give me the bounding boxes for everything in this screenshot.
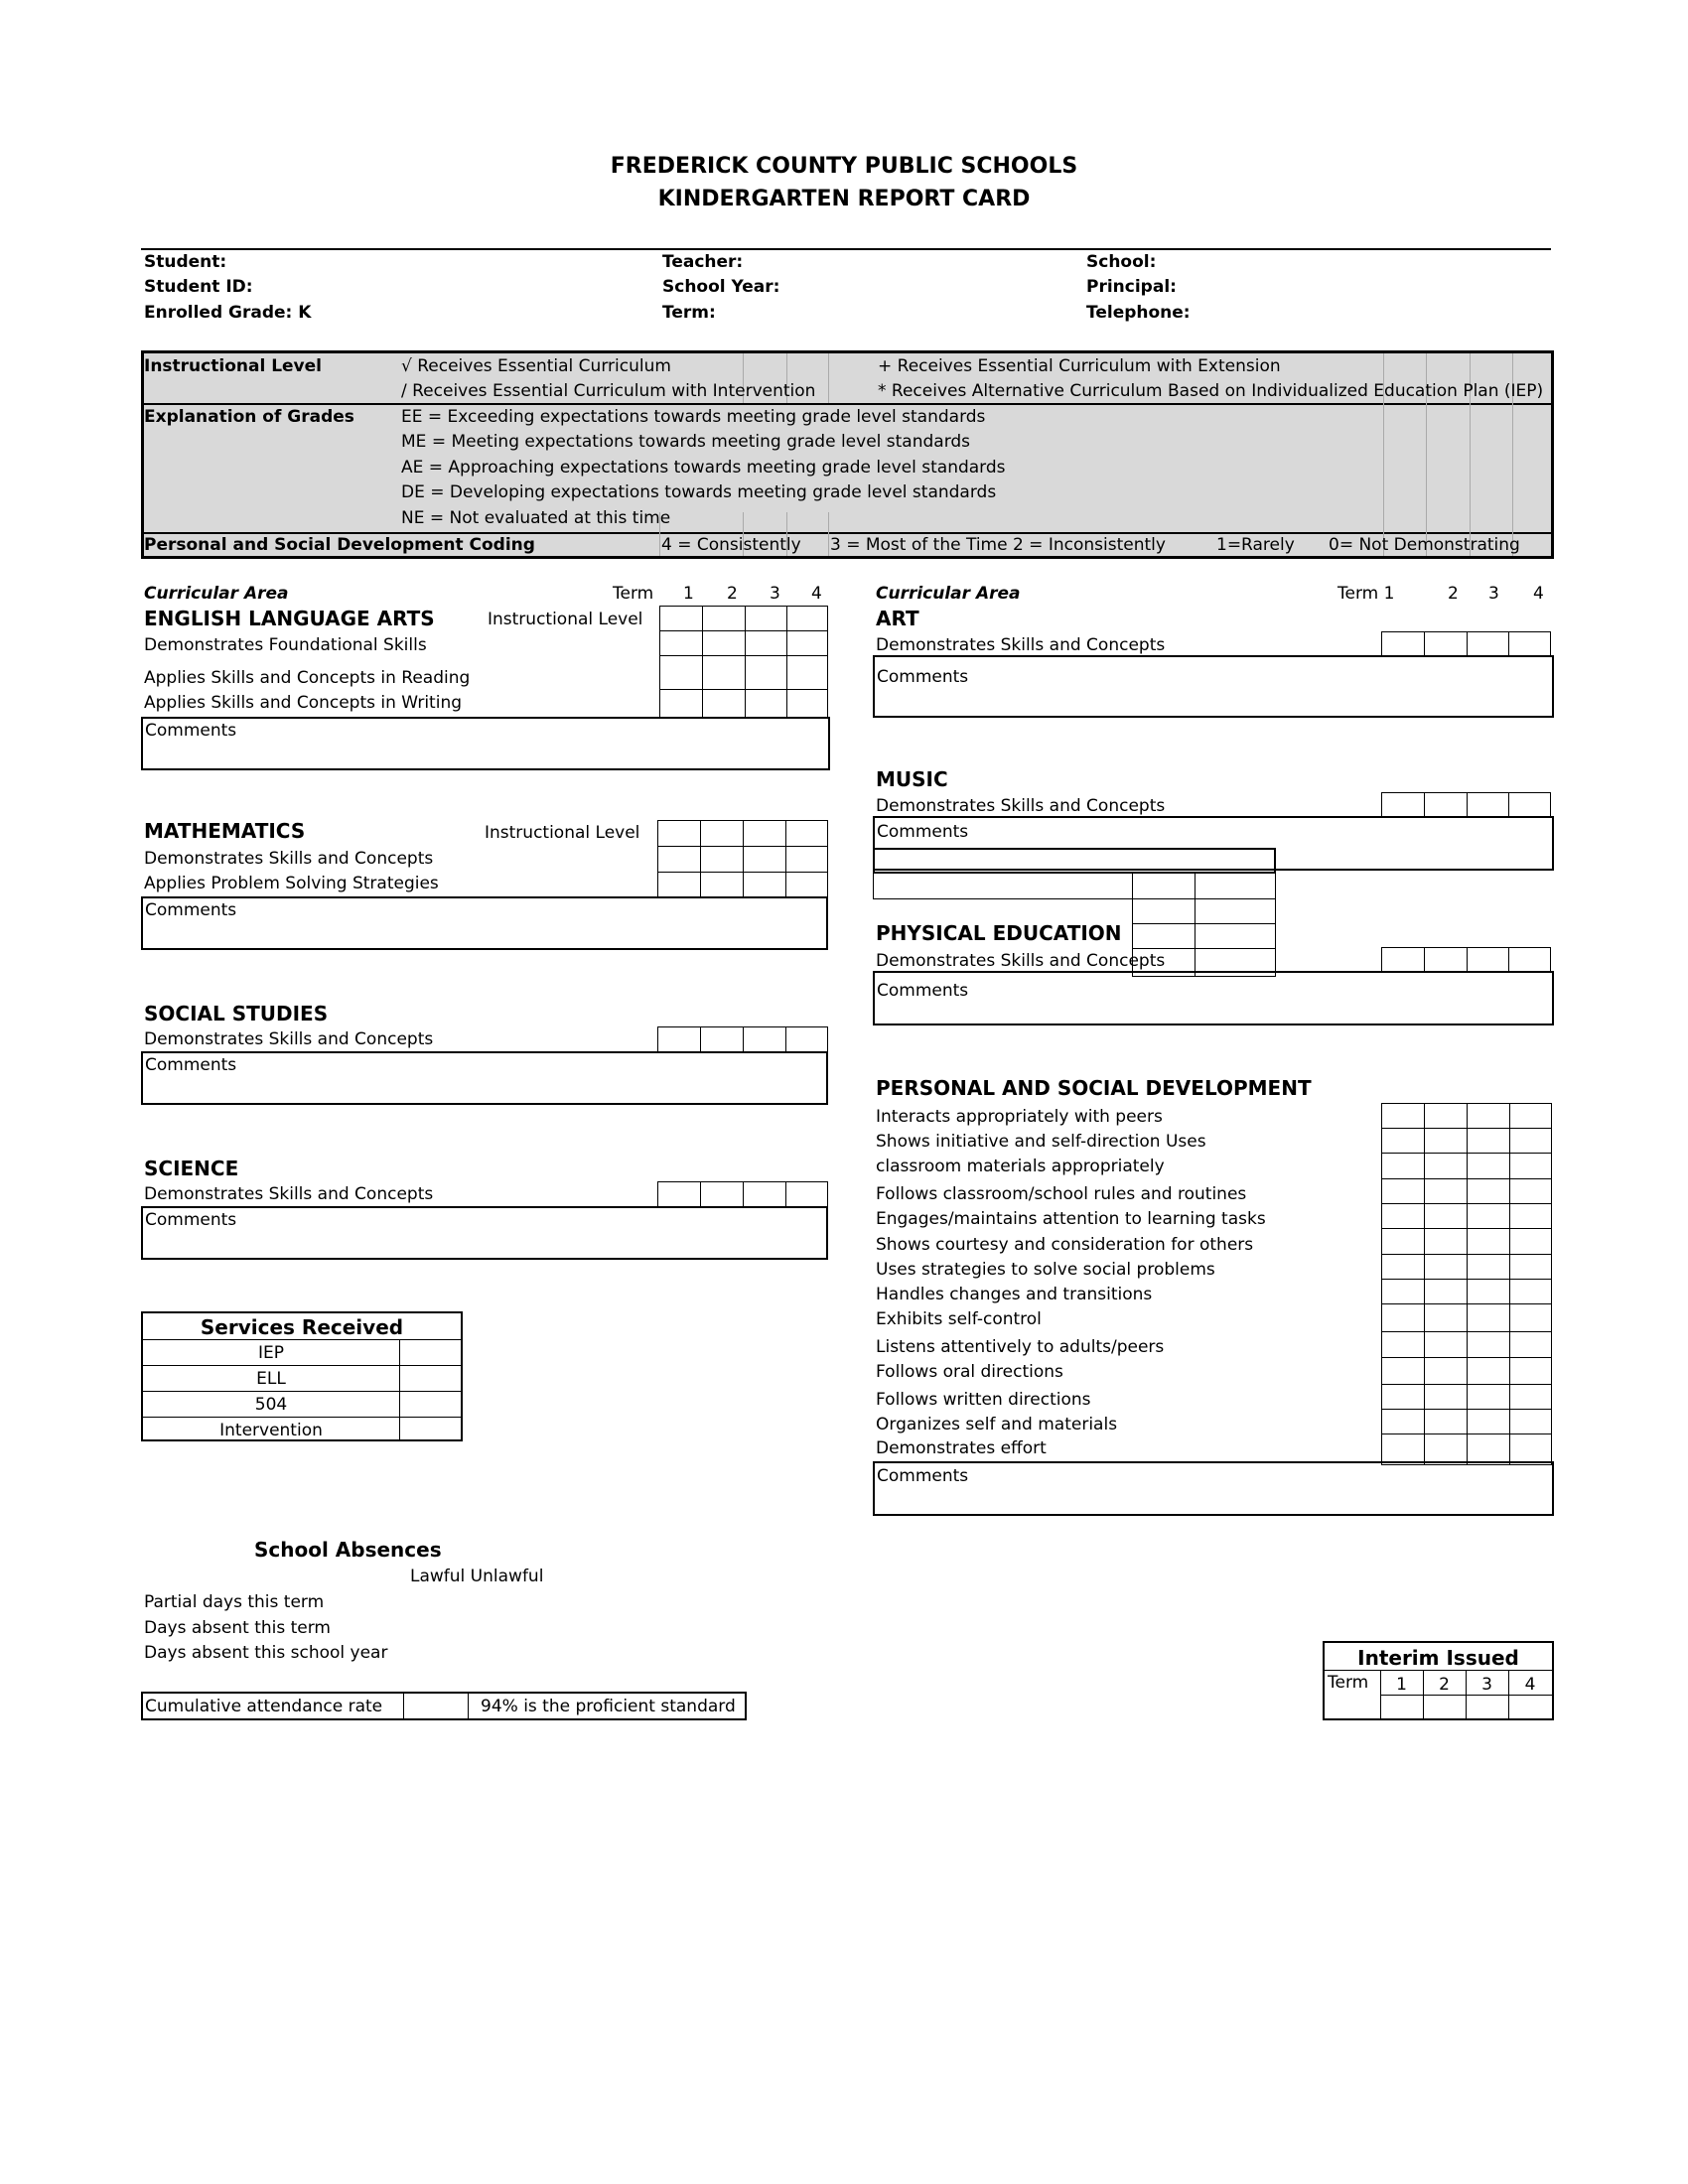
art-grade-cell[interactable] [1381, 631, 1425, 657]
art-grade-cell[interactable] [1424, 631, 1468, 657]
math-grade-cell[interactable] [657, 872, 701, 898]
interim-cell[interactable] [1509, 1696, 1552, 1718]
math-item-1: Demonstrates Skills and Concepts [144, 849, 434, 869]
code-0: 0= Not Demonstrating [1329, 535, 1520, 555]
math-grade-cell[interactable] [785, 872, 828, 898]
psd-row-divider [1381, 1409, 1552, 1410]
psd-grade-grid [1381, 1103, 1552, 1465]
math-grade-cell[interactable] [700, 846, 744, 873]
ela-il-cell[interactable] [786, 606, 828, 631]
ela-item-3: Applies Skills and Concepts in Writing [144, 693, 463, 713]
psd-comments-box[interactable] [873, 1461, 1554, 1516]
pe-grade-grid [1381, 947, 1551, 973]
ela-comments-label: Comments [145, 721, 237, 741]
ela-grade-cell[interactable] [659, 689, 703, 718]
science-comments-box[interactable] [141, 1206, 828, 1260]
overlay-cell [873, 873, 1133, 899]
math-comments-label: Comments [145, 900, 237, 920]
psd-item-6: Shows courtesy and consideration for others [876, 1235, 1254, 1255]
music-grade-cell[interactable] [1467, 792, 1509, 818]
info-divider [141, 248, 1551, 250]
code-4: 4 = Consistently [661, 535, 801, 555]
ela-grade-cell[interactable] [786, 689, 828, 718]
music-grade-cell[interactable] [1508, 792, 1551, 818]
psd-item-12: Follows written directions [876, 1390, 1091, 1410]
interim-title: Interim Issued [1357, 1646, 1519, 1670]
art-grade-grid [1381, 631, 1551, 657]
teacher-label: Teacher: [662, 252, 744, 272]
ela-item-1: Demonstrates Foundational Skills [144, 635, 427, 655]
attendance-rate-cell[interactable] [403, 1694, 469, 1718]
pe-comments-label: Comments [877, 981, 969, 1001]
term-4-header: 4 [811, 584, 822, 604]
social-studies-grade-cell[interactable] [785, 1026, 828, 1053]
code-3-2: 3 = Most of the Time 2 = Inconsistently [830, 535, 1166, 555]
absences-days-year: Days absent this school year [144, 1643, 388, 1663]
legend-divider-2 [142, 532, 1553, 534]
ela-il-cell[interactable] [702, 606, 746, 631]
psd-row-divider [1381, 1153, 1552, 1154]
proficient-standard-note: 94% is the proficient standard [481, 1697, 736, 1716]
art-comments-label: Comments [877, 667, 969, 687]
ela-grade-cell[interactable] [745, 655, 787, 690]
service-ell: ELL [256, 1369, 286, 1389]
science-comments-label: Comments [145, 1210, 237, 1230]
absences-partial-days: Partial days this term [144, 1592, 325, 1612]
service-iep: IEP [257, 1343, 284, 1363]
grade-ne: NE = Not evaluated at this time [401, 508, 671, 528]
interim-cell[interactable] [1424, 1696, 1466, 1718]
art-comments-box[interactable] [873, 655, 1554, 718]
interim-term-1: 1 [1396, 1675, 1407, 1695]
term-1-header: 1 [683, 584, 694, 604]
ela-instructional-level: Instructional Level [488, 610, 643, 629]
ela-title: ENGLISH LANGUAGE ARTS [144, 607, 435, 630]
psd-row-divider [1381, 1128, 1552, 1129]
service-intervention: Intervention [219, 1421, 323, 1440]
psd-col-divider [1424, 1103, 1425, 1465]
page-subtitle: KINDERGARTEN REPORT CARD [657, 187, 1031, 211]
music-grade-grid [1381, 792, 1551, 818]
student-label: Student: [144, 252, 227, 272]
psd-item-1: Interacts appropriately with peers [876, 1107, 1163, 1127]
art-item-1: Demonstrates Skills and Concepts [876, 635, 1166, 655]
ela-grade-cell[interactable] [786, 655, 828, 690]
psd-row-divider [1381, 1433, 1552, 1434]
music-title: MUSIC [876, 767, 948, 791]
grade-de: DE = Developing expectations towards meeting grade level standards [401, 482, 997, 502]
pe-comments-box[interactable] [873, 971, 1554, 1025]
overlay-cell [1132, 898, 1196, 924]
term-2-header-right: 2 [1448, 584, 1459, 604]
social-studies-grade-grid [657, 1026, 828, 1053]
psd-row-divider [1381, 1178, 1552, 1179]
curricular-area-label: Curricular Area [144, 584, 289, 604]
school-label: School: [1086, 252, 1157, 272]
social-studies-item-1: Demonstrates Skills and Concepts [144, 1029, 434, 1049]
music-comments-label: Comments [877, 822, 969, 842]
cumulative-attendance-label: Cumulative attendance rate [145, 1697, 383, 1716]
ela-grade-cell[interactable] [786, 630, 828, 656]
pe-grade-cell[interactable] [1424, 947, 1468, 973]
interim-term-3: 3 [1481, 1675, 1492, 1695]
services-divider [143, 1339, 461, 1340]
psd-row-divider [1381, 1331, 1552, 1332]
interim-cell[interactable] [1381, 1696, 1423, 1718]
math-il-cell[interactable] [743, 820, 786, 847]
science-grade-grid [657, 1181, 828, 1208]
ela-grade-cell[interactable] [745, 689, 787, 718]
psd-row-divider [1381, 1203, 1552, 1204]
psd-col-divider [1467, 1103, 1468, 1465]
grid-line [828, 353, 829, 403]
term-4-header-right: 4 [1533, 584, 1544, 604]
psd-item-9: Exhibits self-control [876, 1309, 1042, 1329]
school-year-label: School Year: [662, 277, 780, 297]
social-studies-comments-box[interactable] [141, 1051, 828, 1105]
psd-row-divider [1381, 1357, 1552, 1358]
psd-item-2: Shows initiative and self-direction Uses [876, 1132, 1206, 1152]
overlay-cell [873, 848, 1276, 874]
social-studies-grade-cell[interactable] [743, 1026, 786, 1053]
services-divider [143, 1365, 461, 1366]
page-title: FREDERICK COUNTY PUBLIC SCHOOLS [610, 154, 1078, 179]
math-grade-cell[interactable] [743, 872, 786, 898]
math-grade-cell[interactable] [700, 872, 744, 898]
il-star-text: * Receives Alternative Curriculum Based on Individualized Education Plan (IEP) [878, 381, 1544, 401]
math-instructional-level: Instructional Level [485, 823, 640, 843]
science-title: SCIENCE [144, 1157, 239, 1180]
psd-item-8: Handles changes and transitions [876, 1285, 1153, 1304]
services-title: Services Received [200, 1315, 404, 1339]
math-grade-grid [657, 820, 828, 898]
psd-col-divider [1509, 1103, 1510, 1465]
music-grade-cell[interactable] [1381, 792, 1425, 818]
music-grade-cell[interactable] [1424, 792, 1468, 818]
term-header-right: Term 1 [1337, 584, 1395, 604]
il-plus-text: + Receives Essential Curriculum with Extension [878, 356, 1281, 376]
science-grade-cell[interactable] [657, 1181, 701, 1208]
interim-table [1323, 1641, 1554, 1720]
term-3-header-right: 3 [1488, 584, 1499, 604]
art-title: ART [876, 607, 919, 630]
math-il-cell[interactable] [785, 820, 828, 847]
services-col-divider [399, 1339, 400, 1439]
ela-grade-cell[interactable] [702, 630, 746, 656]
psd-item-11: Follows oral directions [876, 1362, 1063, 1382]
science-item-1: Demonstrates Skills and Concepts [144, 1184, 434, 1204]
interim-term-4: 4 [1524, 1675, 1536, 1695]
social-studies-grade-cell[interactable] [700, 1026, 744, 1053]
pe-title: PHYSICAL EDUCATION [876, 921, 1122, 945]
psd-item-3: classroom materials appropriately [876, 1157, 1165, 1176]
science-grade-cell[interactable] [700, 1181, 744, 1208]
overlay-cell [1132, 923, 1196, 949]
math-item-2: Applies Problem Solving Strategies [144, 874, 439, 893]
overlay-cell [1132, 873, 1196, 899]
ela-il-cell[interactable] [659, 606, 703, 631]
psd-item-14: Demonstrates effort [876, 1438, 1047, 1458]
ela-item-2: Applies Skills and Concepts in Reading [144, 668, 471, 688]
ela-grade-cell[interactable] [659, 630, 703, 656]
grade-me: ME = Meeting expectations towards meeting grade level standards [401, 432, 971, 452]
ela-grade-grid [659, 606, 828, 718]
social-studies-comments-label: Comments [145, 1055, 237, 1075]
math-comments-box[interactable] [141, 896, 828, 950]
art-grade-cell[interactable] [1508, 631, 1551, 657]
student-id-label: Student ID: [144, 277, 253, 297]
psd-row-divider [1381, 1303, 1552, 1304]
math-il-cell[interactable] [657, 820, 701, 847]
science-grade-cell[interactable] [785, 1181, 828, 1208]
math-grade-cell[interactable] [657, 846, 701, 873]
math-grade-cell[interactable] [785, 846, 828, 873]
pe-item-1: Demonstrates Skills and Concepts [876, 951, 1166, 971]
enrolled-grade-label: Enrolled Grade: K [144, 303, 312, 323]
grade-ae: AE = Approaching expectations towards meeting grade level standards [401, 458, 1006, 478]
psd-item-7: Uses strategies to solve social problems [876, 1260, 1215, 1280]
overlay-cell [1195, 873, 1276, 899]
psd-title: PERSONAL AND SOCIAL DEVELOPMENT [876, 1076, 1312, 1100]
services-divider [143, 1391, 461, 1392]
grid-line [828, 512, 829, 556]
psd-item-4: Follows classroom/school rules and routines [876, 1184, 1247, 1204]
math-title: MATHEMATICS [144, 819, 306, 843]
term-header: Term [613, 584, 654, 604]
ela-grade-cell[interactable] [702, 655, 746, 690]
interim-divider [1325, 1670, 1552, 1671]
social-studies-grade-cell[interactable] [657, 1026, 701, 1053]
interim-term-2: 2 [1439, 1675, 1450, 1695]
pe-grade-cell[interactable] [1508, 947, 1551, 973]
science-grade-cell[interactable] [743, 1181, 786, 1208]
il-slash-text: / Receives Essential Curriculum with Intervention [401, 381, 816, 401]
term-label: Term: [662, 303, 716, 323]
math-grade-cell[interactable] [743, 846, 786, 873]
ela-il-cell[interactable] [745, 606, 787, 631]
ela-grade-cell[interactable] [659, 655, 703, 690]
services-table [141, 1311, 463, 1441]
code-1: 1=Rarely [1216, 535, 1295, 555]
absences-title: School Absences [254, 1538, 442, 1562]
psd-item-13: Organizes self and materials [876, 1415, 1118, 1434]
social-studies-title: SOCIAL STUDIES [144, 1002, 329, 1025]
telephone-label: Telephone: [1086, 303, 1191, 323]
overlay-cell [1195, 898, 1276, 924]
grade-ee: EE = Exceeding expectations towards meeting grade level standards [401, 407, 986, 427]
explanation-label: Explanation of Grades [144, 407, 354, 427]
absences-columns: Lawful Unlawful [410, 1567, 544, 1586]
ela-grade-cell[interactable] [702, 689, 746, 718]
principal-label: Principal: [1086, 277, 1177, 297]
math-il-cell[interactable] [700, 820, 744, 847]
psd-row-divider [1381, 1384, 1552, 1385]
psd-item-5: Engages/maintains attention to learning tasks [876, 1209, 1266, 1229]
pe-grade-cell[interactable] [1381, 947, 1425, 973]
psd-coding-label: Personal and Social Development Coding [144, 535, 535, 555]
ela-grade-cell[interactable] [745, 630, 787, 656]
ela-comments-box[interactable] [141, 717, 830, 770]
psd-row-divider [1381, 1254, 1552, 1255]
art-grade-cell[interactable] [1467, 631, 1509, 657]
psd-row-divider [1381, 1279, 1552, 1280]
curricular-area-label-right: Curricular Area [876, 584, 1021, 604]
music-item-1: Demonstrates Skills and Concepts [876, 796, 1166, 816]
il-check-text: √ Receives Essential Curriculum [401, 356, 671, 376]
legend-divider-1 [142, 403, 1553, 405]
interim-term-label: Term [1328, 1673, 1369, 1693]
services-divider [143, 1417, 461, 1418]
instructional-level-label: Instructional Level [144, 356, 322, 376]
attendance-row [141, 1692, 747, 1720]
psd-row-divider [1381, 1228, 1552, 1229]
absences-days-term: Days absent this term [144, 1618, 331, 1638]
overlay-cell [1195, 923, 1276, 949]
interim-cell[interactable] [1467, 1696, 1508, 1718]
pe-grade-cell[interactable] [1467, 947, 1509, 973]
service-504: 504 [254, 1395, 288, 1415]
psd-item-10: Listens attentively to adults/peers [876, 1337, 1165, 1357]
term-2-header: 2 [727, 584, 738, 604]
term-3-header: 3 [770, 584, 780, 604]
psd-comments-label: Comments [877, 1466, 969, 1486]
